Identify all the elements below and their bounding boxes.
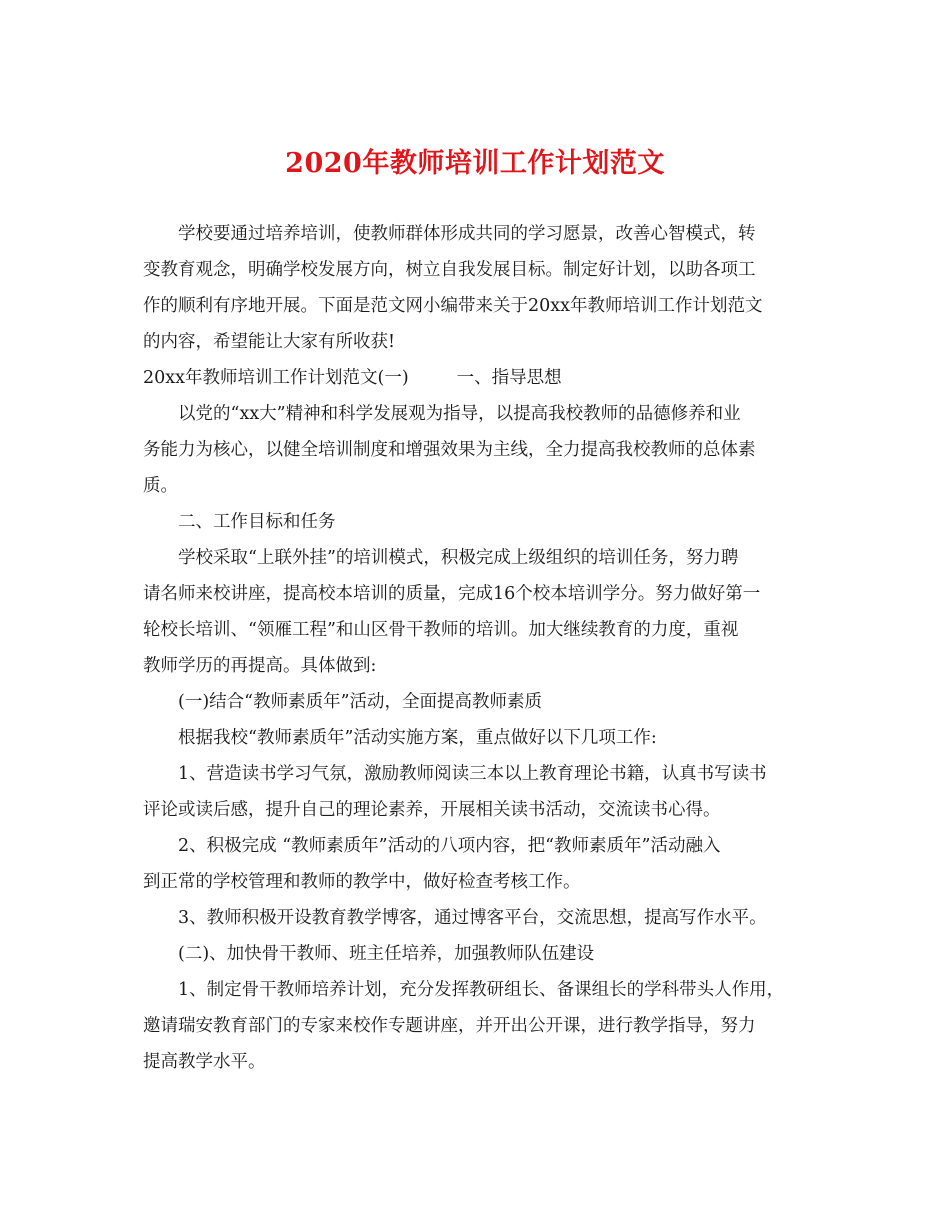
list-item-line: 1、营造读书学习气氛，激励教师阅读三本以上教育理论书籍，认真书写读书 bbox=[178, 764, 767, 784]
paragraph-line: 作的顺利有序地开展。下面是范文网小编带来关于20xx年教师培训工作计划范文 bbox=[143, 296, 763, 316]
paragraph-line: 学校要通过培养培训，使教师群体形成共同的学习愿景，改善心智模式，转 bbox=[178, 224, 756, 244]
subheading-line: (一)结合“教师素质年”活动，全面提高教师素质 bbox=[178, 692, 543, 712]
paragraph-line: 的内容，希望能让大家有所收获! bbox=[143, 332, 396, 352]
paragraph-line: 请名师来校讲座，提高校本培训的质量，完成16个校本培训学分。努力做好第一 bbox=[143, 584, 761, 604]
list-item-line: 评论或读后感，提升自己的理论素养，开展相关读书活动，交流读书心得。 bbox=[143, 800, 721, 820]
list-item-line: 提高教学水平。 bbox=[143, 1052, 266, 1072]
subtitle-text: 20xx年教师培训工作计划范文(一) bbox=[143, 368, 409, 388]
paragraph-line: 学校采取“上联外挂”的培训模式，积极完成上级组织的培训任务，努力聘 bbox=[178, 548, 739, 568]
paragraph-line: 轮校长培训、“领雁工程”和山区骨干教师的培训。加大继续教育的力度，重视 bbox=[143, 620, 739, 640]
paragraph-line: 以党的“xx大”精神和科学发展观为指导，以提高我校教师的品德修养和业 bbox=[178, 404, 741, 424]
heading-goals-tasks: 二、工作目标和任务 bbox=[178, 512, 336, 532]
list-item-line: 1、制定骨干教师培养计划，充分发挥教研组长、备课组长的学科带头人作用， bbox=[178, 980, 785, 1000]
paragraph-line: 务能力为核心，以健全培训制度和增强效果为主线，全力提高我校教师的总体素 bbox=[143, 440, 756, 460]
list-item-line: 到正常的学校管理和教师的教学中，做好检查考核工作。 bbox=[143, 872, 581, 892]
subheading-line: (二)、加快骨干教师、班主任培养，加强教师队伍建设 bbox=[178, 944, 595, 964]
section-heading-line bbox=[143, 363, 562, 393]
document-title: 2020年教师培训工作计划范文 bbox=[285, 148, 665, 179]
list-item-line: 邀请瑞安教育部门的专家来校作专题讲座，并开出公开课，进行教学指导，努力 bbox=[143, 1016, 756, 1036]
heading-guiding-thought: 一、指导思想 bbox=[456, 368, 562, 388]
list-item-line: 3、教师积极开设教育教学博客，通过博客平台，交流思想，提高写作水平。 bbox=[178, 908, 767, 928]
paragraph-line: 变教育观念，明确学校发展方向，树立自我发展目标。制定好计划，以助各项工 bbox=[143, 260, 756, 280]
paragraph-line: 质。 bbox=[143, 476, 178, 496]
list-item-line: 2、积极完成 “教师素质年”活动的八项内容，把“教师素质年”活动融入 bbox=[178, 836, 721, 856]
paragraph-line: 根据我校“教师素质年”活动实施方案，重点做好以下几项工作: bbox=[178, 728, 657, 748]
paragraph-line: 教师学历的再提高。具体做到: bbox=[143, 656, 377, 676]
